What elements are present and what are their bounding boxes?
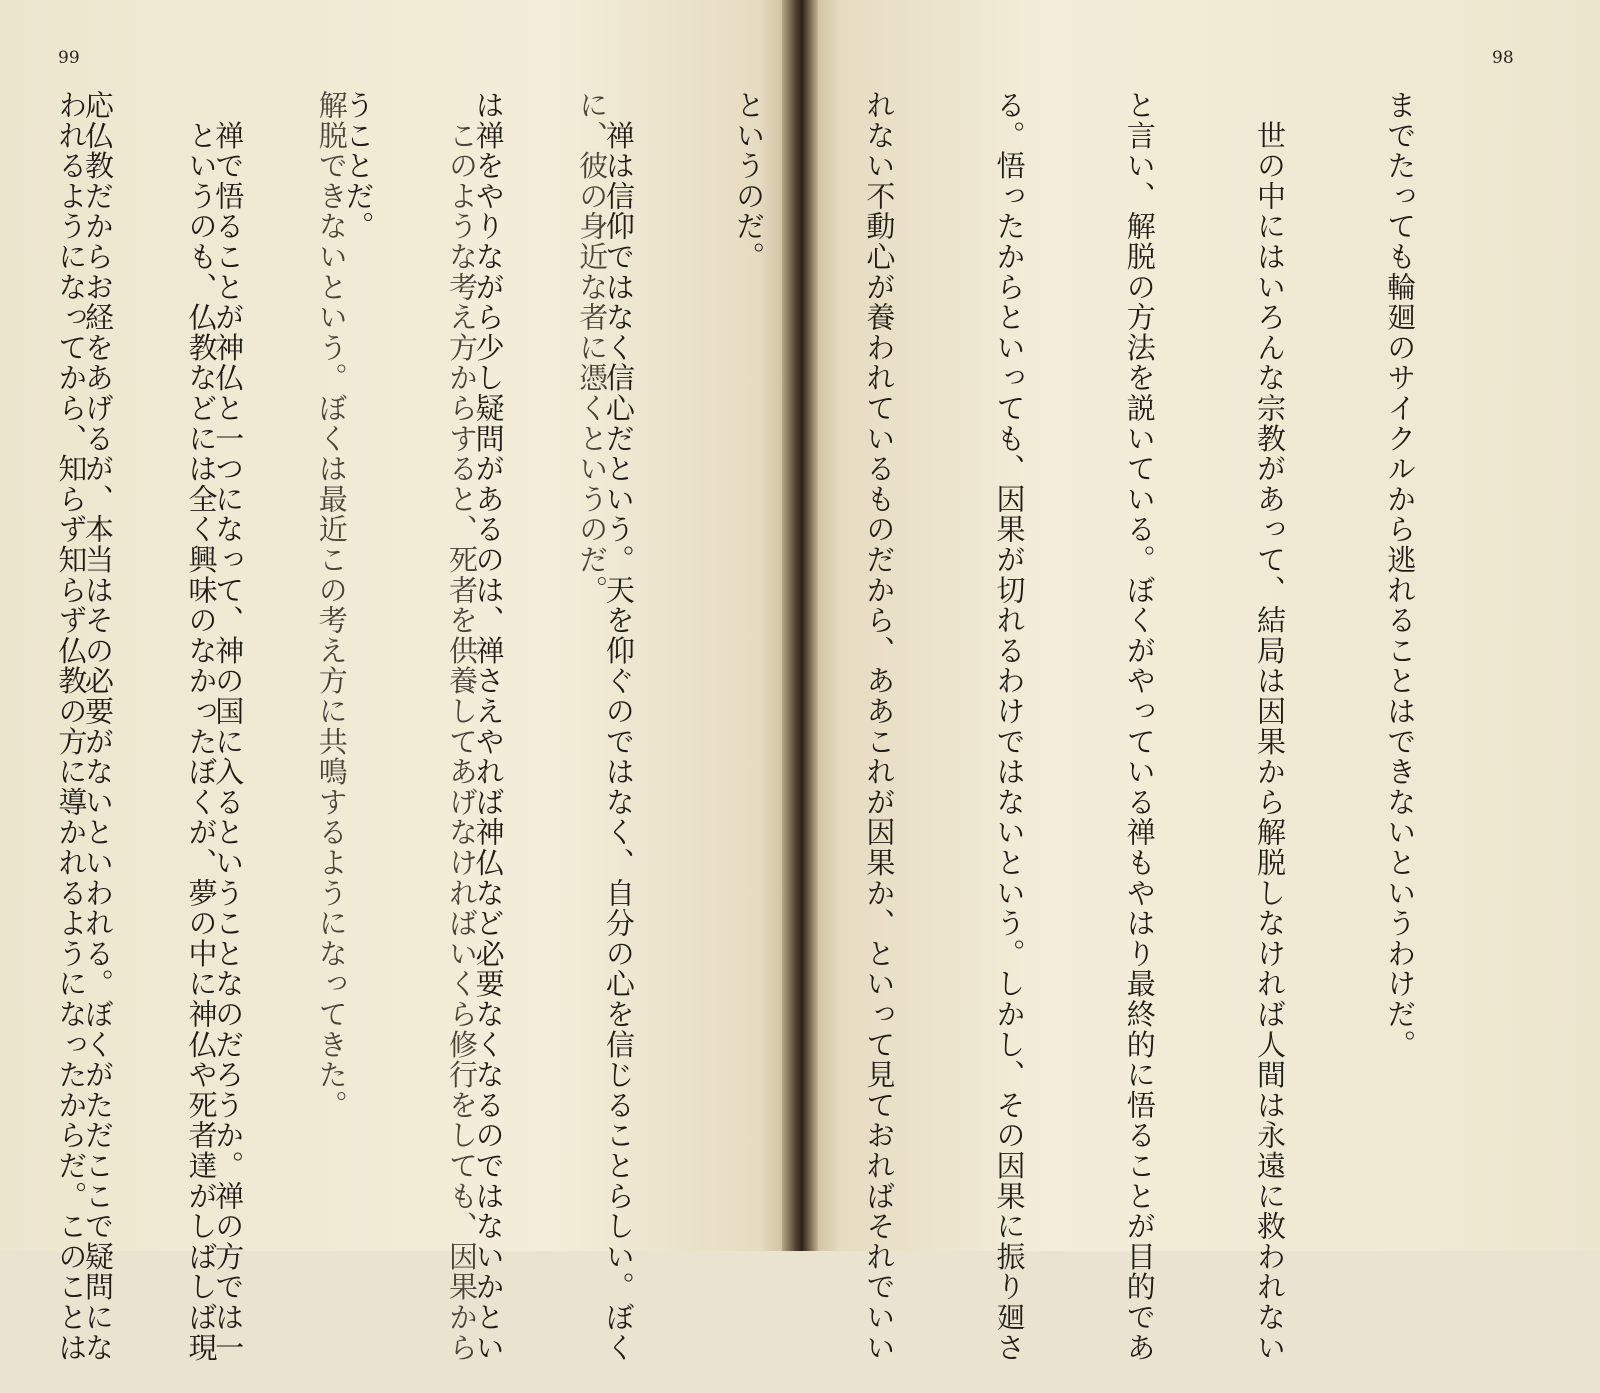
text-line: というのだ。 bbox=[732, 90, 767, 272]
page-number-right: 98 bbox=[1492, 48, 1514, 68]
text-line: このような考え方からすると、死者を供養してあげなければいくら修行をしても、因果から bbox=[444, 90, 479, 1363]
text-line: 解脱できないという。ぼくは最近この考え方に共鳴するようになってきた。 bbox=[314, 90, 349, 1121]
left-page-text bbox=[50, 90, 700, 1363]
text-line: は禅をやりながら少し疑問があるのは、禅さえやれば神仏など必要なくなるのではないかとい bbox=[471, 90, 506, 1363]
text-line: 世の中にはいろんな宗教があって、結局は因果から解脱しなければ人間は永遠に救われない bbox=[1252, 90, 1287, 1363]
text-line: までたっても輪廻のサイクルから逃れることはできないというわけだ。 bbox=[1383, 90, 1418, 1060]
text-line: と言い、解脱の方法を説いている。ぼくがやっている禅もやはり最終的に悟ることが目的であ bbox=[1122, 90, 1157, 1363]
text-line: れない不動心が養われているものだから、ああこれが因果か、といって見ておればそれでいい bbox=[862, 90, 897, 1363]
text-line: 応仏教だからお経をあげるが、本当はその必要がないといわれる。ぼくがただここで疑問にな bbox=[81, 90, 115, 1363]
text-line: というのも、仏教などには全く興味のなかったぼくが、夢の中に神仏や死者達がしばしば現 bbox=[184, 90, 219, 1363]
text-line: 禅は信仰ではなく信心だという。天を仰ぐのではなく、自分の心を信じることらしい。ぼく bbox=[601, 90, 636, 1363]
text-line: うことだ。 bbox=[341, 90, 376, 242]
text-line: 禅で悟ることが神仏と一つになって、神の国に入るということなのだろうか。禅の方では一 bbox=[211, 90, 246, 1363]
text-line: る。悟ったからといっても、因果が切れるわけではないという。しかし、その因果に振り廻さ bbox=[992, 90, 1027, 1363]
page-number-left: 99 bbox=[58, 48, 80, 68]
text-line: に、彼の身近な者に憑くというのだ。 bbox=[575, 90, 610, 606]
text-line: われるようになってから、知らず知らず仏教の方に導かれるようになったからだ。このことは bbox=[54, 90, 89, 1363]
